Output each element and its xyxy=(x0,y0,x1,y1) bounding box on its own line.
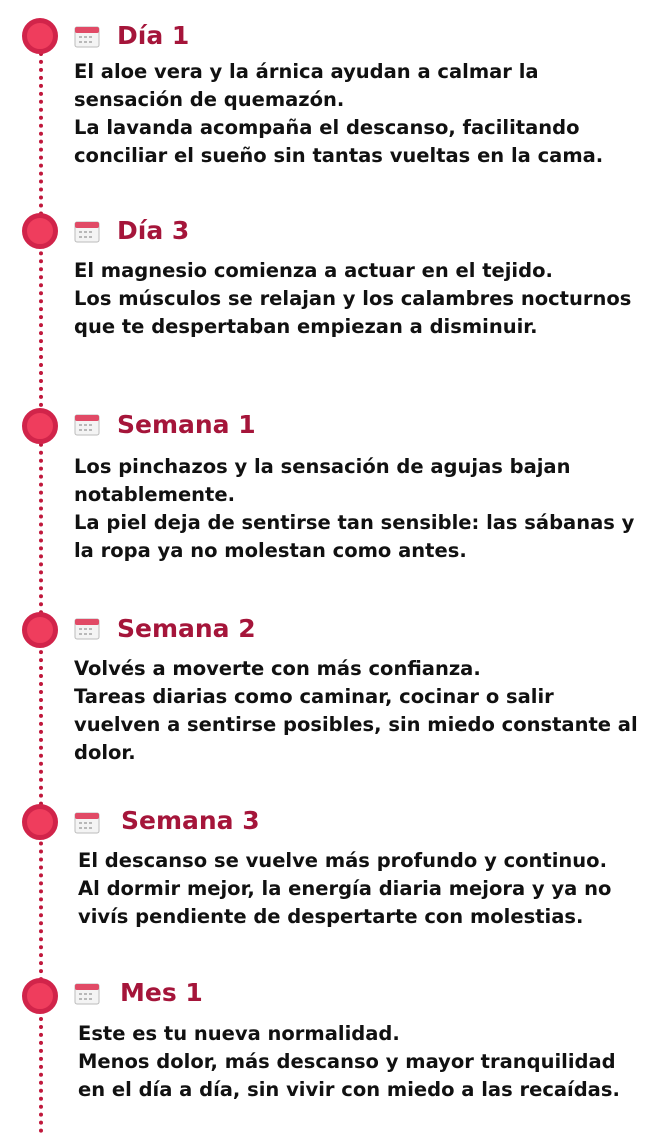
entry-title: Día 3 xyxy=(117,216,190,245)
entry-description xyxy=(74,58,644,170)
entry-line: El aloe vera y la árnica ayudan a calmar la sensación de quemazón. xyxy=(74,60,539,111)
entry-line: Volvés a moverte con más confianza. xyxy=(74,657,481,680)
entry-title: Mes 1 xyxy=(120,978,203,1007)
timeline-dot-icon xyxy=(22,978,58,1014)
entry-title: Semana 1 xyxy=(117,410,256,439)
entry-description xyxy=(78,1020,646,1104)
entry-line: El magnesio comienza a actuar en el tejido. xyxy=(74,259,553,282)
entry-line: Tareas diarias como caminar, cocinar o salir vuelven a sentirse posibles, sin miedo constante al dolor. xyxy=(74,685,638,764)
timeline-dot-icon xyxy=(22,213,58,249)
entry-line: Los pinchazos y la sensación de agujas bajan notablemente. xyxy=(74,455,571,506)
timeline-dot-icon xyxy=(22,804,58,840)
entry-description xyxy=(74,655,644,767)
entry-line: Menos dolor, más descanso y mayor tranquilidad en el día a día, sin vivir con miedo a las recaídas. xyxy=(78,1050,620,1101)
entry-description xyxy=(74,453,644,565)
entry-description xyxy=(74,257,644,341)
entry-line: Este es tu nueva normalidad. xyxy=(78,1022,400,1045)
entry-title: Semana 3 xyxy=(121,806,260,835)
timeline-line xyxy=(39,36,43,1134)
entry-title: Día 1 xyxy=(117,21,190,50)
entry-line: El descanso se vuelve más profundo y continuo. xyxy=(78,849,607,872)
entry-line: La piel deja de sentirse tan sensible: las sábanas y la ropa ya no molestan como antes. xyxy=(74,511,635,562)
calendar-icon xyxy=(74,24,100,48)
entry-description xyxy=(78,847,648,931)
timeline-dot-icon xyxy=(22,612,58,648)
entry-line: La lavanda acompaña el descanso, facilitando conciliar el sueño sin tantas vueltas en la cama. xyxy=(74,116,604,167)
calendar-icon xyxy=(74,616,100,640)
calendar-icon xyxy=(74,810,100,834)
timeline-dot-icon xyxy=(22,18,58,54)
entry-line: Los músculos se relajan y los calambres nocturnos que te despertaban empiezan a disminuir. xyxy=(74,287,632,338)
entry-title: Semana 2 xyxy=(117,614,256,643)
calendar-icon xyxy=(74,981,100,1005)
timeline-dot-icon xyxy=(22,408,58,444)
calendar-icon xyxy=(74,219,100,243)
calendar-icon xyxy=(74,412,100,436)
entry-line: Al dormir mejor, la energía diaria mejora y ya no vivís pendiente de despertarte con molestias. xyxy=(78,877,612,928)
